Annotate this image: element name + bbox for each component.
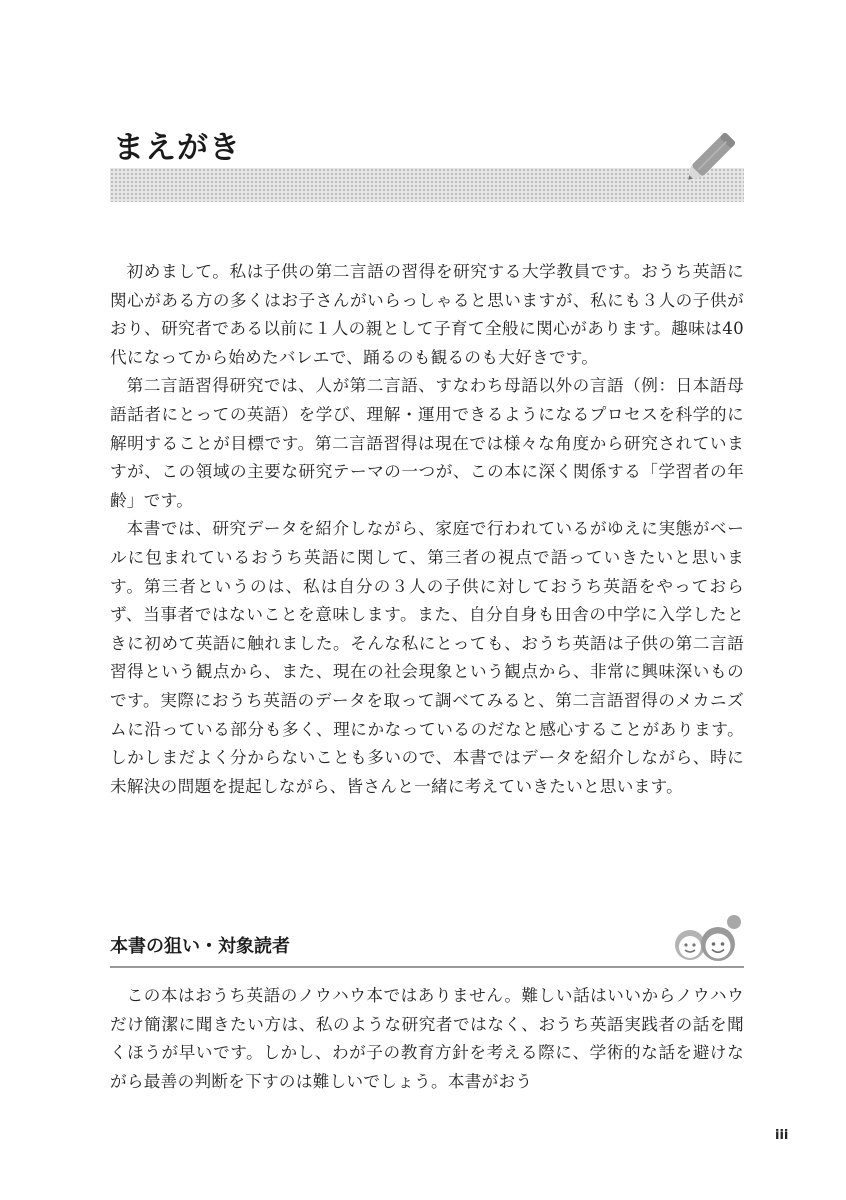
section-heading: 本書の狙い・対象読者 bbox=[110, 936, 290, 957]
paragraph: 第二言語習得研究では、人が第二言語、すなわち母語以外の言語（例：日本語母語話者にとっての英語）を学び、理解・運用できるようになるプロセスを科学的に解明することが目標です。第二言語習得は現在では様々な角度から研究されていますが、この領域の主要な研究テーマの一つが、この本に深く関係する「学習者の年齢」です。 bbox=[110, 376, 744, 510]
page-number: iii bbox=[775, 1128, 789, 1143]
paragraph: 初めまして。私は子供の第二言語の習得を研究する大学教員です。おうち英語に関心がある方の多くはお子さんがいらっしゃると思いますが、私にも３人の子供がおり、研究者である以前に１人の親として子育て全般に関心があります。趣味は40代になってから始めたバレエで、踊るのも観るのも大好きです。 bbox=[110, 262, 744, 367]
paragraph: この本はおうち英語のノウハウ本ではありません。難しい話はいいからノウハウだけ簡潔に聞きたい方は、私のような研究者ではなく、おうち英語実践者の話を聞くほうが早いです。しかし、わが子の教育方針を考える際に、学術的な話を避けながら最善の判断を下すのは難しいでしょう。本書がおう bbox=[110, 986, 744, 1091]
paragraph: 本書では、研究データを紹介しながら、家庭で行われているがゆえに実態がベールに包まれているおうち英語に関して、第三者の視点で語っていきたいと思います。第三者というのは、私は自分の３人の子供に対しておうち英語をやっておらず、当事者ではないことを意味します。また、自分自身も田舎の中学に入学したときに初めて英語に触れました。そんな私にとっても、おうち英語は子供の第二言語習得という観点から、また、現在の社会現象という観点から、非常に興味深いものです。実際におうち英語のデータを取って調べてみると、第二言語習得のメカニズムに沿っている部分も多く、理にかなっているのだなと感心することがあります。しかしまだよく分からないことも多いので、本書ではデータを紹介しながら、時に未解決の問題を提起しながら、皆さんと一緒に考えていきたいと思います。 bbox=[110, 519, 744, 796]
section-text bbox=[110, 982, 744, 1096]
section-divider bbox=[110, 966, 744, 968]
pencil-icon bbox=[676, 118, 750, 192]
intro-text bbox=[110, 258, 744, 801]
title-band bbox=[110, 168, 744, 202]
page-title: まえがき bbox=[113, 130, 241, 166]
children-faces-icon bbox=[672, 912, 750, 968]
